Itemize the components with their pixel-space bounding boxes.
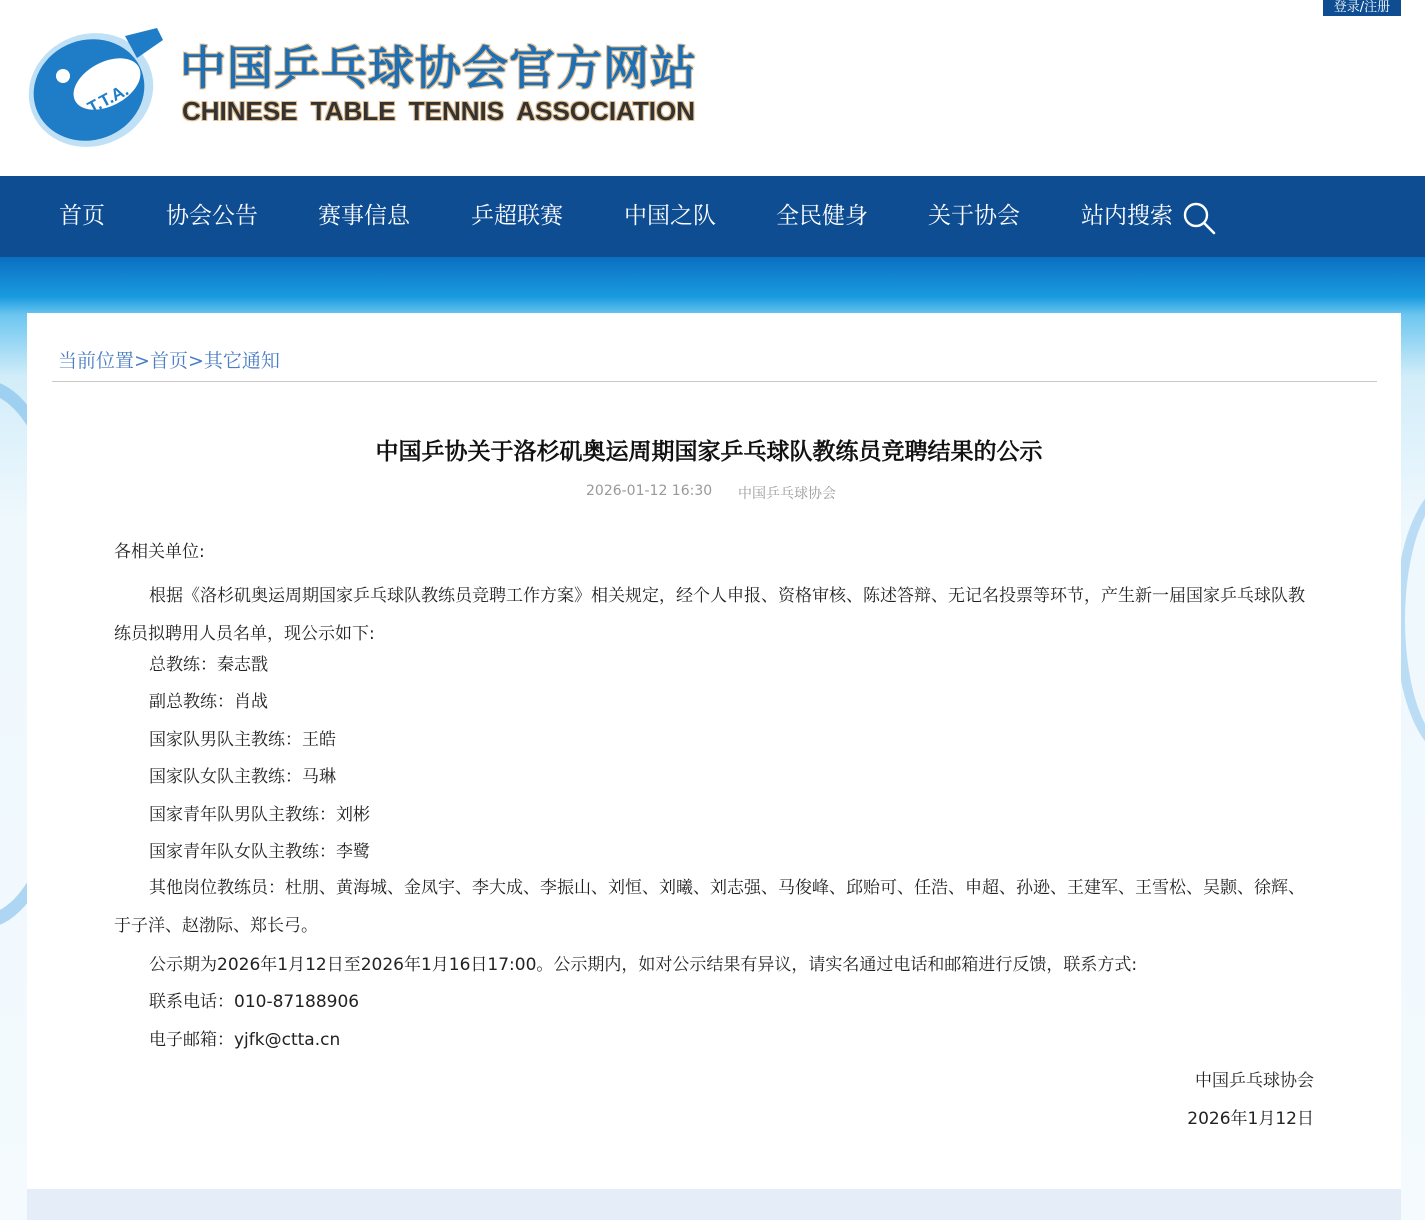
breadcrumb-separator: >	[134, 350, 150, 372]
article-source: 中国乒乓球协会	[738, 486, 836, 502]
article-other-coaches: 其他岗位教练员：杜朋、黄海城、金凤宇、李大成、李振山、刘恒、刘曦、刘志强、马俊峰、邱贻可、任浩、申超、孙逊、王建军、王雪松、吴颢、徐辉、于子洋、赵渤际、郑长弓。	[114, 878, 1305, 936]
article-signature: 中国乒乓球协会	[1195, 1071, 1314, 1091]
nav-item-site-search[interactable]: 站内搜索	[1081, 203, 1173, 229]
line-youth-women-coach: 国家青年队女队主教练：李鹭	[149, 842, 370, 862]
line-deputy-head-coach: 副总教练：肖战	[149, 692, 268, 712]
logo-title-cn: 中国乒乓球协会官方网站	[180, 41, 697, 95]
nav-item-super-league[interactable]: 乒超联赛	[471, 203, 563, 229]
login-register-link[interactable]: 登录/注册	[1323, 0, 1401, 16]
breadcrumb-prefix: 当前位置	[58, 350, 135, 372]
line-youth-men-coach: 国家青年队男队主教练：刘彬	[149, 805, 370, 825]
contact-email: 电子邮箱：yjfk@ctta.cn	[149, 1030, 341, 1050]
article-greeting: 各相关单位:	[114, 542, 205, 562]
nav-item-national-team[interactable]: 中国之队	[624, 203, 716, 229]
site-header	[0, 0, 1425, 176]
breadcrumb	[58, 346, 280, 373]
article-intro-paragraph: 根据《洛杉矶奥运周期国家乒乓球队教练员竞聘工作方案》相关规定，经个人申报、资格审核、陈述答辩、无记名投票等环节，产生新一届国家乒乓球队教练员拟聘用人员名单，现公示如下:	[114, 586, 1305, 644]
nav-item-announcements[interactable]: 协会公告	[166, 203, 258, 229]
footer-strip	[27, 1189, 1401, 1220]
breadcrumb-separator: >	[187, 350, 204, 372]
contact-phone: 联系电话：010-87188906	[149, 992, 360, 1012]
nav-item-events[interactable]: 赛事信息	[318, 203, 410, 229]
logo-paddle-icon[interactable]	[25, 22, 165, 150]
breadcrumb-home-link[interactable]: 首页	[149, 350, 188, 372]
article-datetime: 2026-01-12 16:30	[586, 483, 713, 499]
article-title: 中国乒协关于洛杉矶奥运周期国家乒乓球队教练员竞聘结果的公示	[375, 439, 1043, 465]
article-sign-date: 2026年1月12日	[1187, 1109, 1314, 1129]
nav-item-about[interactable]: 关于协会	[928, 203, 1020, 229]
search-icon[interactable]	[1182, 201, 1216, 235]
nav-item-home[interactable]: 首页	[59, 203, 105, 229]
line-women-team-coach: 国家队女队主教练：马琳	[149, 767, 336, 787]
breadcrumb-current-link[interactable]: 其它通知	[203, 350, 280, 372]
logo-title-en: CHINESE TABLE TENNIS ASSOCIATION	[182, 96, 695, 126]
article-notice-period: 公示期为2026年1月12日至2026年1月16日17:00。公示期内，如对公示结果有异议，请实名通过电话和邮箱进行反馈，联系方式:	[149, 955, 1138, 975]
line-head-coach: 总教练：秦志戬	[149, 655, 268, 675]
breadcrumb-divider	[52, 381, 1377, 382]
logo-mark-text: T.T.A.	[84, 80, 132, 118]
nav-item-fitness[interactable]: 全民健身	[776, 203, 868, 229]
line-men-team-coach: 国家队男队主教练：王皓	[149, 730, 336, 750]
